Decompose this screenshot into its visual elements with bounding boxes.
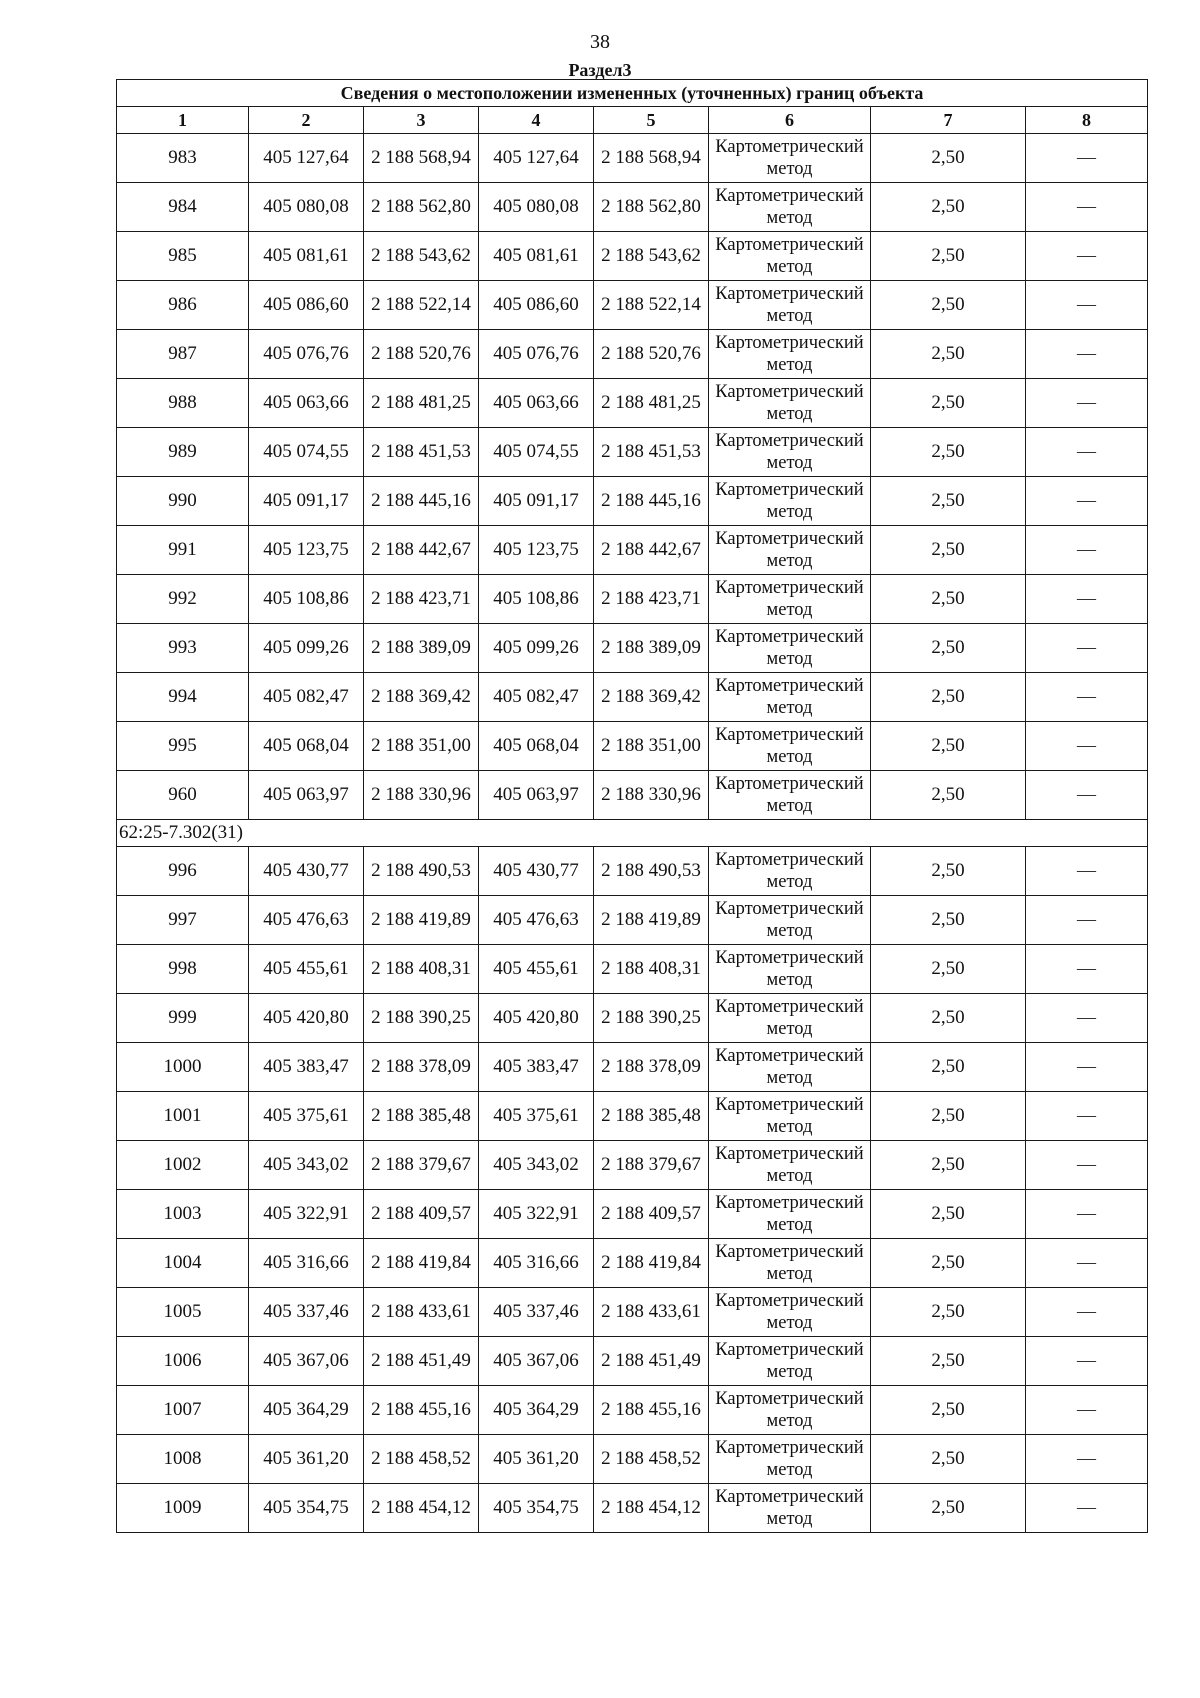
- accuracy-value: 2,50: [871, 575, 1026, 624]
- table-row: [117, 575, 1148, 624]
- coordinate-y-old: 2 188 455,16: [364, 1386, 479, 1435]
- coordinate-x-new: 405 316,66: [479, 1239, 594, 1288]
- coordinate-x-new: 405 063,66: [479, 379, 594, 428]
- coordinate-x-old: 405 081,61: [249, 232, 364, 281]
- accuracy-value: 2,50: [871, 1239, 1026, 1288]
- method-cell: [709, 1386, 871, 1435]
- table-row: [117, 477, 1148, 526]
- point-number: 991: [117, 526, 249, 575]
- page-number: 38: [590, 31, 610, 53]
- accuracy-value: 2,50: [871, 847, 1026, 896]
- method-text: Картометрический метод: [715, 676, 864, 718]
- point-number: 960: [117, 771, 249, 820]
- table-row: [117, 1386, 1148, 1435]
- description-cell: —: [1026, 673, 1148, 722]
- method-cell: [709, 945, 871, 994]
- coordinate-x-new: 405 099,26: [479, 624, 594, 673]
- point-number: 983: [117, 134, 249, 183]
- table-row: [117, 673, 1148, 722]
- table-row: [117, 232, 1148, 281]
- method-text: Картометрический метод: [715, 1389, 864, 1431]
- coordinate-y-new: 2 188 369,42: [594, 673, 709, 722]
- method-text: Картометрический метод: [715, 1046, 864, 1088]
- method-cell: [709, 624, 871, 673]
- coordinate-y-old: 2 188 419,89: [364, 896, 479, 945]
- coordinate-x-old: 405 063,97: [249, 771, 364, 820]
- accuracy-value: 2,50: [871, 722, 1026, 771]
- accuracy-value: 2,50: [871, 1043, 1026, 1092]
- method-text: Картометрический метод: [715, 1193, 864, 1235]
- coordinate-x-new: 405 063,97: [479, 771, 594, 820]
- coordinate-x-old: 405 476,63: [249, 896, 364, 945]
- point-number: 1006: [117, 1337, 249, 1386]
- coordinate-y-new: 2 188 390,25: [594, 994, 709, 1043]
- point-number: 1009: [117, 1484, 249, 1533]
- method-cell: [709, 673, 871, 722]
- table-row: [117, 428, 1148, 477]
- method-text: Картометрический метод: [715, 529, 864, 571]
- point-number: 995: [117, 722, 249, 771]
- coordinate-x-old: 405 068,04: [249, 722, 364, 771]
- table-row: [117, 945, 1148, 994]
- column-number: 3: [364, 107, 479, 134]
- coordinate-y-old: 2 188 481,25: [364, 379, 479, 428]
- coordinate-y-new: 2 188 409,57: [594, 1190, 709, 1239]
- coordinate-x-new: 405 354,75: [479, 1484, 594, 1533]
- accuracy-value: 2,50: [871, 1190, 1026, 1239]
- column-number: 7: [871, 107, 1026, 134]
- coordinate-x-old: 405 354,75: [249, 1484, 364, 1533]
- table-row: [117, 1435, 1148, 1484]
- accuracy-value: 2,50: [871, 1337, 1026, 1386]
- method-cell: [709, 1484, 871, 1533]
- method-text: Картометрический метод: [715, 1340, 864, 1382]
- accuracy-value: 2,50: [871, 624, 1026, 673]
- method-text: Картометрический метод: [715, 382, 864, 424]
- table-row: [117, 1190, 1148, 1239]
- description-cell: —: [1026, 281, 1148, 330]
- coordinate-x-old: 405 074,55: [249, 428, 364, 477]
- coordinate-x-old: 405 086,60: [249, 281, 364, 330]
- table-row: [117, 994, 1148, 1043]
- method-text: Картометрический метод: [715, 725, 864, 767]
- method-text: Картометрический метод: [715, 431, 864, 473]
- accuracy-value: 2,50: [871, 428, 1026, 477]
- accuracy-value: 2,50: [871, 330, 1026, 379]
- coordinate-y-new: 2 188 419,84: [594, 1239, 709, 1288]
- coordinate-y-new: 2 188 419,89: [594, 896, 709, 945]
- coordinate-x-old: 405 364,29: [249, 1386, 364, 1435]
- column-number: 2: [249, 107, 364, 134]
- coordinate-x-new: 405 375,61: [479, 1092, 594, 1141]
- coordinate-y-new: 2 188 379,67: [594, 1141, 709, 1190]
- description-cell: —: [1026, 945, 1148, 994]
- coordinate-x-new: 405 108,86: [479, 575, 594, 624]
- table-row: [117, 624, 1148, 673]
- coordinate-y-old: 2 188 543,62: [364, 232, 479, 281]
- coordinate-x-new: 405 086,60: [479, 281, 594, 330]
- coordinate-x-old: 405 316,66: [249, 1239, 364, 1288]
- coordinate-y-new: 2 188 454,12: [594, 1484, 709, 1533]
- coordinate-x-new: 405 068,04: [479, 722, 594, 771]
- coordinate-x-new: 405 455,61: [479, 945, 594, 994]
- coordinate-y-old: 2 188 562,80: [364, 183, 479, 232]
- point-number: 999: [117, 994, 249, 1043]
- description-cell: —: [1026, 1239, 1148, 1288]
- table-row: [117, 281, 1148, 330]
- table-row: [117, 1141, 1148, 1190]
- method-text: Картометрический метод: [715, 1291, 864, 1333]
- coordinate-y-new: 2 188 445,16: [594, 477, 709, 526]
- coordinate-x-new: 405 080,08: [479, 183, 594, 232]
- accuracy-value: 2,50: [871, 1435, 1026, 1484]
- table-row: [117, 722, 1148, 771]
- method-cell: [709, 1092, 871, 1141]
- coordinate-x-new: 405 076,76: [479, 330, 594, 379]
- coordinate-x-old: 405 063,66: [249, 379, 364, 428]
- method-cell: [709, 379, 871, 428]
- method-cell: [709, 1239, 871, 1288]
- table-row: [117, 1288, 1148, 1337]
- method-cell: [709, 1190, 871, 1239]
- coordinate-x-new: 405 383,47: [479, 1043, 594, 1092]
- coordinate-x-new: 405 420,80: [479, 994, 594, 1043]
- method-text: Картометрический метод: [715, 1242, 864, 1284]
- description-cell: —: [1026, 1190, 1148, 1239]
- method-text: Картометрический метод: [715, 1095, 864, 1137]
- coordinate-y-old: 2 188 433,61: [364, 1288, 479, 1337]
- method-cell: [709, 1288, 871, 1337]
- point-number: 993: [117, 624, 249, 673]
- coordinate-y-old: 2 188 522,14: [364, 281, 479, 330]
- method-cell: [709, 281, 871, 330]
- coordinate-x-new: 405 074,55: [479, 428, 594, 477]
- coordinate-y-new: 2 188 389,09: [594, 624, 709, 673]
- table-row: [117, 1043, 1148, 1092]
- coordinate-x-old: 405 367,06: [249, 1337, 364, 1386]
- method-text: Картометрический метод: [715, 333, 864, 375]
- coordinate-y-old: 2 188 451,49: [364, 1337, 479, 1386]
- table-body: [117, 134, 1148, 1533]
- coordinate-x-new: 405 361,20: [479, 1435, 594, 1484]
- table-row: [117, 771, 1148, 820]
- point-number: 996: [117, 847, 249, 896]
- description-cell: —: [1026, 1337, 1148, 1386]
- coordinate-x-new: 405 082,47: [479, 673, 594, 722]
- coordinate-y-old: 2 188 378,09: [364, 1043, 479, 1092]
- coordinate-y-new: 2 188 562,80: [594, 183, 709, 232]
- description-cell: —: [1026, 379, 1148, 428]
- accuracy-value: 2,50: [871, 896, 1026, 945]
- method-text: Картометрический метод: [715, 899, 864, 941]
- method-text: Картометрический метод: [715, 948, 864, 990]
- coordinate-x-new: 405 343,02: [479, 1141, 594, 1190]
- coordinate-y-old: 2 188 385,48: [364, 1092, 479, 1141]
- coordinate-y-old: 2 188 442,67: [364, 526, 479, 575]
- coordinate-y-new: 2 188 378,09: [594, 1043, 709, 1092]
- point-number: 987: [117, 330, 249, 379]
- accuracy-value: 2,50: [871, 232, 1026, 281]
- point-number: 990: [117, 477, 249, 526]
- point-number: 989: [117, 428, 249, 477]
- column-number: 6: [709, 107, 871, 134]
- method-cell: [709, 477, 871, 526]
- point-number: 1008: [117, 1435, 249, 1484]
- coordinate-y-old: 2 188 390,25: [364, 994, 479, 1043]
- method-cell: [709, 722, 871, 771]
- coordinate-x-new: 405 337,46: [479, 1288, 594, 1337]
- coordinate-y-new: 2 188 522,14: [594, 281, 709, 330]
- coordinate-y-old: 2 188 379,67: [364, 1141, 479, 1190]
- point-number: 1000: [117, 1043, 249, 1092]
- coordinate-x-old: 405 123,75: [249, 526, 364, 575]
- method-cell: [709, 771, 871, 820]
- coordinate-x-new: 405 322,91: [479, 1190, 594, 1239]
- coordinate-x-old: 405 127,64: [249, 134, 364, 183]
- method-cell: [709, 994, 871, 1043]
- method-text: Картометрический метод: [715, 137, 864, 179]
- method-text: Картометрический метод: [715, 1487, 864, 1529]
- method-text: Картометрический метод: [715, 578, 864, 620]
- point-number: 992: [117, 575, 249, 624]
- point-number: 988: [117, 379, 249, 428]
- accuracy-value: 2,50: [871, 1141, 1026, 1190]
- method-cell: [709, 1043, 871, 1092]
- accuracy-value: 2,50: [871, 1484, 1026, 1533]
- accuracy-value: 2,50: [871, 1288, 1026, 1337]
- method-cell: [709, 896, 871, 945]
- column-number: 5: [594, 107, 709, 134]
- table-row: [117, 1337, 1148, 1386]
- table-row: [117, 896, 1148, 945]
- description-cell: —: [1026, 428, 1148, 477]
- method-cell: [709, 183, 871, 232]
- point-number: 994: [117, 673, 249, 722]
- group-label: 62:25-7.302(31): [117, 820, 1148, 847]
- coordinate-y-new: 2 188 423,71: [594, 575, 709, 624]
- coordinate-x-new: 405 476,63: [479, 896, 594, 945]
- column-number-row: [117, 107, 1148, 134]
- method-cell: [709, 575, 871, 624]
- description-cell: —: [1026, 1288, 1148, 1337]
- coordinate-x-old: 405 383,47: [249, 1043, 364, 1092]
- coordinate-y-new: 2 188 351,00: [594, 722, 709, 771]
- point-number: 984: [117, 183, 249, 232]
- description-cell: —: [1026, 477, 1148, 526]
- coordinate-y-new: 2 188 451,53: [594, 428, 709, 477]
- coordinate-x-new: 405 123,75: [479, 526, 594, 575]
- coordinate-x-old: 405 099,26: [249, 624, 364, 673]
- coordinate-x-old: 405 082,47: [249, 673, 364, 722]
- point-number: 986: [117, 281, 249, 330]
- description-cell: —: [1026, 1435, 1148, 1484]
- accuracy-value: 2,50: [871, 526, 1026, 575]
- method-text: Картометрический метод: [715, 480, 864, 522]
- description-cell: —: [1026, 896, 1148, 945]
- column-number: 8: [1026, 107, 1148, 134]
- coordinate-x-old: 405 420,80: [249, 994, 364, 1043]
- section-title: Раздел3: [568, 60, 632, 80]
- coordinate-y-new: 2 188 481,25: [594, 379, 709, 428]
- method-cell: [709, 134, 871, 183]
- table-row: [117, 183, 1148, 232]
- accuracy-value: 2,50: [871, 477, 1026, 526]
- accuracy-value: 2,50: [871, 183, 1026, 232]
- description-cell: —: [1026, 330, 1148, 379]
- description-cell: —: [1026, 1386, 1148, 1435]
- description-cell: —: [1026, 847, 1148, 896]
- point-number: 998: [117, 945, 249, 994]
- coordinate-y-new: 2 188 330,96: [594, 771, 709, 820]
- coordinate-y-new: 2 188 543,62: [594, 232, 709, 281]
- coordinates-table: [116, 79, 1148, 1533]
- method-cell: [709, 1141, 871, 1190]
- coordinate-y-old: 2 188 408,31: [364, 945, 479, 994]
- coordinate-y-new: 2 188 442,67: [594, 526, 709, 575]
- coordinate-y-new: 2 188 451,49: [594, 1337, 709, 1386]
- method-cell: [709, 1337, 871, 1386]
- point-number: 1004: [117, 1239, 249, 1288]
- table-row: [117, 330, 1148, 379]
- point-number: 997: [117, 896, 249, 945]
- coordinate-y-new: 2 188 433,61: [594, 1288, 709, 1337]
- method-text: Картометрический метод: [715, 774, 864, 816]
- accuracy-value: 2,50: [871, 771, 1026, 820]
- accuracy-value: 2,50: [871, 281, 1026, 330]
- accuracy-value: 2,50: [871, 994, 1026, 1043]
- coordinate-x-old: 405 343,02: [249, 1141, 364, 1190]
- coordinate-x-new: 405 367,06: [479, 1337, 594, 1386]
- coordinate-x-new: 405 091,17: [479, 477, 594, 526]
- column-number: 4: [479, 107, 594, 134]
- method-text: Картометрический метод: [715, 1438, 864, 1480]
- point-number: 1005: [117, 1288, 249, 1337]
- method-text: Картометрический метод: [715, 1144, 864, 1186]
- group-row: [117, 820, 1148, 847]
- method-cell: [709, 526, 871, 575]
- method-cell: [709, 330, 871, 379]
- coordinate-y-old: 2 188 454,12: [364, 1484, 479, 1533]
- method-text: Картометрический метод: [715, 850, 864, 892]
- description-cell: —: [1026, 1092, 1148, 1141]
- method-text: Картометрический метод: [715, 997, 864, 1039]
- column-number: 1: [117, 107, 249, 134]
- coordinate-y-old: 2 188 445,16: [364, 477, 479, 526]
- coordinate-y-new: 2 188 408,31: [594, 945, 709, 994]
- coordinate-x-old: 405 375,61: [249, 1092, 364, 1141]
- method-text: Картометрический метод: [715, 627, 864, 669]
- method-cell: [709, 232, 871, 281]
- table-row: [117, 847, 1148, 896]
- coordinate-x-new: 405 081,61: [479, 232, 594, 281]
- coordinate-y-old: 2 188 568,94: [364, 134, 479, 183]
- method-cell: [709, 1435, 871, 1484]
- coordinate-y-new: 2 188 385,48: [594, 1092, 709, 1141]
- coordinate-x-new: 405 364,29: [479, 1386, 594, 1435]
- coordinate-y-new: 2 188 568,94: [594, 134, 709, 183]
- method-cell: [709, 428, 871, 477]
- table-row: [117, 134, 1148, 183]
- table-title: Сведения о местоположении измененных (уточненных) границ объекта: [117, 80, 1148, 107]
- description-cell: —: [1026, 575, 1148, 624]
- description-cell: —: [1026, 134, 1148, 183]
- coordinate-y-old: 2 188 451,53: [364, 428, 479, 477]
- method-cell: [709, 847, 871, 896]
- accuracy-value: 2,50: [871, 379, 1026, 428]
- point-number: 1001: [117, 1092, 249, 1141]
- table-title-row: [117, 80, 1148, 107]
- description-cell: —: [1026, 232, 1148, 281]
- coordinate-y-old: 2 188 389,09: [364, 624, 479, 673]
- table-row: [117, 526, 1148, 575]
- coordinate-x-old: 405 361,20: [249, 1435, 364, 1484]
- coordinate-y-new: 2 188 490,53: [594, 847, 709, 896]
- table-row: [117, 1239, 1148, 1288]
- description-cell: —: [1026, 526, 1148, 575]
- coordinate-x-old: 405 076,76: [249, 330, 364, 379]
- coordinate-x-old: 405 091,17: [249, 477, 364, 526]
- accuracy-value: 2,50: [871, 134, 1026, 183]
- table-row: [117, 1092, 1148, 1141]
- table-row: [117, 379, 1148, 428]
- description-cell: —: [1026, 722, 1148, 771]
- coordinate-x-old: 405 322,91: [249, 1190, 364, 1239]
- method-text: Картометрический метод: [715, 186, 864, 228]
- coordinate-y-old: 2 188 458,52: [364, 1435, 479, 1484]
- description-cell: —: [1026, 1141, 1148, 1190]
- table-row: [117, 1484, 1148, 1533]
- point-number: 1002: [117, 1141, 249, 1190]
- point-number: 1003: [117, 1190, 249, 1239]
- description-cell: —: [1026, 624, 1148, 673]
- coordinate-x-old: 405 430,77: [249, 847, 364, 896]
- method-text: Картометрический метод: [715, 235, 864, 277]
- description-cell: —: [1026, 1043, 1148, 1092]
- coordinate-x-old: 405 455,61: [249, 945, 364, 994]
- accuracy-value: 2,50: [871, 673, 1026, 722]
- accuracy-value: 2,50: [871, 1092, 1026, 1141]
- accuracy-value: 2,50: [871, 945, 1026, 994]
- coordinate-y-old: 2 188 423,71: [364, 575, 479, 624]
- coordinate-y-old: 2 188 351,00: [364, 722, 479, 771]
- coordinate-y-old: 2 188 409,57: [364, 1190, 479, 1239]
- coordinate-y-old: 2 188 369,42: [364, 673, 479, 722]
- coordinate-y-new: 2 188 455,16: [594, 1386, 709, 1435]
- description-cell: —: [1026, 994, 1148, 1043]
- method-text: Картометрический метод: [715, 284, 864, 326]
- coordinate-y-old: 2 188 490,53: [364, 847, 479, 896]
- coordinate-y-old: 2 188 520,76: [364, 330, 479, 379]
- description-cell: —: [1026, 771, 1148, 820]
- point-number: 1007: [117, 1386, 249, 1435]
- coordinate-x-old: 405 080,08: [249, 183, 364, 232]
- description-cell: —: [1026, 183, 1148, 232]
- point-number: 985: [117, 232, 249, 281]
- description-cell: —: [1026, 1484, 1148, 1533]
- coordinate-x-new: 405 430,77: [479, 847, 594, 896]
- coordinate-x-new: 405 127,64: [479, 134, 594, 183]
- coordinate-x-old: 405 337,46: [249, 1288, 364, 1337]
- accuracy-value: 2,50: [871, 1386, 1026, 1435]
- coordinate-x-old: 405 108,86: [249, 575, 364, 624]
- coordinate-y-old: 2 188 419,84: [364, 1239, 479, 1288]
- coordinate-y-old: 2 188 330,96: [364, 771, 479, 820]
- coordinate-y-new: 2 188 520,76: [594, 330, 709, 379]
- coordinate-y-new: 2 188 458,52: [594, 1435, 709, 1484]
